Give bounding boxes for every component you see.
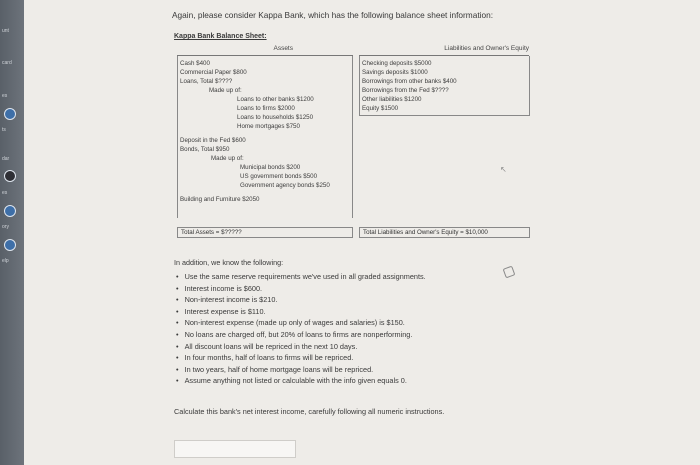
asset-line: Bonds, Total $950 [180,146,230,153]
total-liabilities: Total Liabilities and Owner's Equity = $10,000 [359,227,530,238]
sidebar-item-help[interactable]: elp [2,258,9,264]
list-item: • In four months, half of loans to firms will be repriced. [176,353,426,365]
inbox-icon[interactable] [4,170,16,182]
liability-line: Equity $1500 [362,105,399,112]
sidebar-item-account[interactable]: unt [2,28,9,34]
list-item: • All discount loans will be repriced in the next 10 days. [176,342,426,354]
asset-line: Made up of: [209,87,242,94]
liability-line: Checking deposits $5000 [362,60,432,67]
asset-line: Made up of: [211,155,244,162]
liability-line: Borrowings from the Fed $???? [362,87,449,94]
history-icon[interactable] [4,205,16,217]
liabilities-column [359,56,530,116]
asset-line: Building and Furniture $2050 [180,196,260,203]
question-intro: Again, please consider Kappa Bank, which has the following balance sheet information: [172,10,494,20]
list-item: • Interest income is $600. [176,284,426,296]
additional-info-list [176,272,426,388]
sidebar-item-calendar[interactable]: dar [2,156,10,162]
sidebar-item-history[interactable]: ory [2,224,9,230]
sidebar-item-inbox[interactable]: es [2,190,8,196]
asset-line: Loans to firms $2000 [237,105,295,112]
asset-line: Deposit in the Fed $600 [180,137,246,144]
liability-line: Other liabilities $1200 [362,96,422,103]
additional-info-intro: In addition, we know the following: [174,258,284,267]
assets-column [177,56,353,218]
asset-line: Cash $400 [180,60,210,67]
list-item: • Use the same reserve requirements we've used in all graded assignments. [176,272,426,284]
asset-line: Government agency bonds $250 [240,182,330,189]
asset-line: US government bonds $500 [240,173,318,180]
balance-sheet-table [174,44,530,240]
cursor-icon: ↖ [500,165,507,174]
asset-line: Home mortgages $750 [237,123,300,130]
sidebar-item-courses[interactable]: es [2,93,8,99]
liabilities-header: Liabilities and Owner's Equity [359,45,529,56]
asset-line: Loans to households $1250 [237,114,314,121]
total-assets: Total Assets = $????? [177,227,353,238]
list-item: • No loans are charged off, but 20% of loans to firms are nonperforming. [176,330,426,342]
list-item: • Assume anything not listed or calculable with the info given equals 0. [176,376,426,388]
asset-line: Loans, Total $???? [180,78,233,85]
sidebar-item-groups[interactable]: ts [2,127,6,133]
course-nav-sidebar [0,0,24,465]
pointer-icon [503,266,516,279]
groups-icon[interactable] [4,108,16,120]
list-item: • In two years, half of home mortgage loans will be repriced. [176,365,426,377]
balance-sheet-title: Kappa Bank Balance Sheet: [174,33,267,40]
liability-line: Borrowings from other banks $400 [362,78,457,85]
question-instruction: Calculate this bank's net interest income, carefully following all numeric instructions. [174,407,445,416]
help-icon[interactable] [4,239,16,251]
asset-line: Commercial Paper $800 [180,69,247,76]
list-item: • Non-interest income is $210. [176,295,426,307]
list-item: • Non-interest expense (made up only of wages and salaries) is $150. [176,318,426,330]
liability-line: Savings deposits $1000 [362,69,428,76]
question-page [24,0,700,465]
asset-line: Municipal bonds $200 [240,164,301,171]
asset-line: Loans to other banks $1200 [237,96,314,103]
sidebar-item-dashboard[interactable]: card [2,60,12,66]
assets-header: Assets [177,45,353,56]
list-item: • Interest expense is $110. [176,307,426,319]
answer-input[interactable] [174,440,296,458]
